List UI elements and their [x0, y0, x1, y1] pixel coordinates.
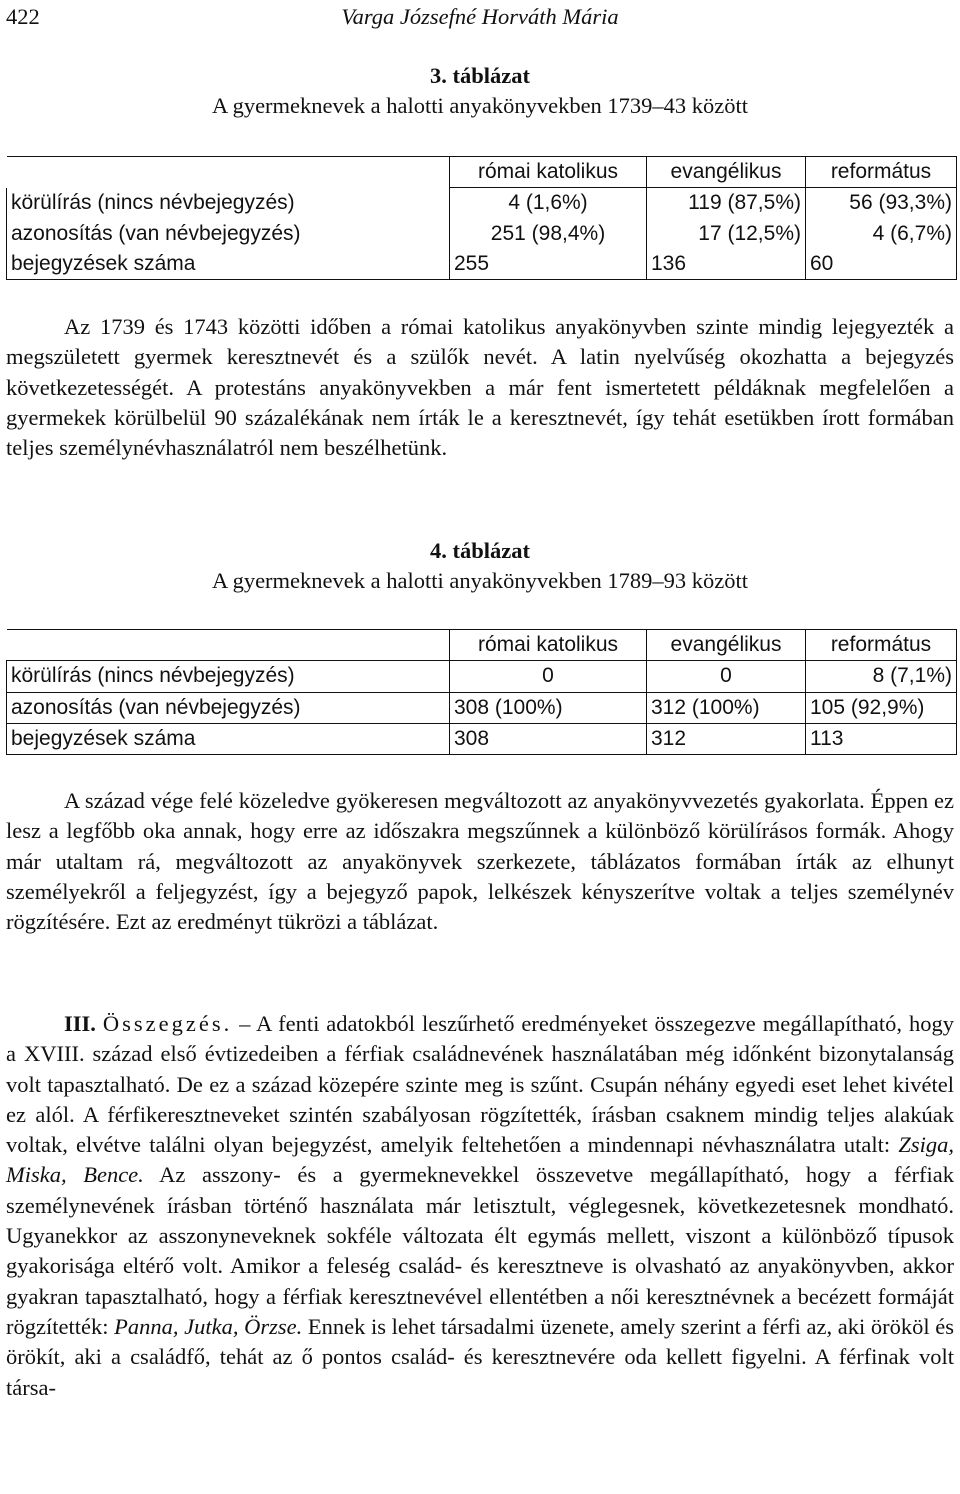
- table3-number: 3. táblázat: [430, 63, 530, 88]
- page-header: [6, 2, 954, 30]
- table4-header-row: [7, 630, 957, 661]
- table3-col-header: református: [806, 157, 957, 188]
- row-label: azonosítás (van névbejegyzés): [7, 692, 450, 723]
- table-cell: 60: [806, 249, 957, 280]
- summary-text-b: Az asszony- és a gyermeknevekkel összevetve megállapítható, hogy a férfiak személynevének írásban történő használata már letisztult, véglegesnek, következetesnek mondható. Ugyanekkor az asszonyneveknek sokféle változata élt egymás mellett, viszont a különböző típusok gyakorisága eltérő volt. Amikor a feleség család- és keresztneve is olvasható az anyakönyvben, akkor gyakran tapasztalható, hogy a férfiak keresztnevével ellentétben a női keresztnévnek a becézett formáját rögzítették:: [6, 1162, 954, 1339]
- table-cell: 308 (100%): [450, 692, 647, 723]
- table-cell: 17 (12,5%): [647, 219, 806, 249]
- table4-title: A gyermeknevek a halotti anyakönyvekben 1789–93 között: [211, 568, 749, 594]
- table-cell: 255: [450, 249, 647, 280]
- row-label: körülírás (nincs névbejegyzés): [7, 661, 450, 692]
- table-cell: 136: [647, 249, 806, 280]
- table-cell: 251 (98,4%): [450, 219, 647, 249]
- table-row: [7, 723, 957, 754]
- table-cell: 308: [450, 723, 647, 754]
- page-number: 422: [6, 4, 40, 29]
- running-head: Varga Józsefné Horváth Mária: [341, 4, 619, 29]
- table-row: [7, 188, 957, 219]
- table3-title: A gyermeknevek a halotti anyakönyvekben 1739–43 között: [211, 93, 749, 119]
- table-cell: 119 (87,5%): [647, 188, 806, 219]
- row-label: bejegyzések száma: [7, 723, 450, 754]
- row-label: bejegyzések száma: [7, 249, 450, 280]
- table4-caption: [0, 536, 960, 597]
- table3: [6, 156, 957, 280]
- table4-number: 4. táblázat: [430, 538, 530, 563]
- female-nickname-examples: Panna, Jutka, Örzse.: [114, 1313, 303, 1339]
- table4-corner-cell: [7, 630, 450, 661]
- row-label: körülírás (nincs névbejegyzés): [7, 188, 450, 219]
- table4-col-header: református: [806, 630, 957, 661]
- table3-col-header: római katolikus: [450, 157, 647, 188]
- table-cell: 105 (92,9%): [806, 692, 957, 723]
- table-row: [7, 661, 957, 692]
- table-cell: 312 (100%): [647, 692, 806, 723]
- table3-col-header: evangélikus: [647, 157, 806, 188]
- table-cell: 312: [647, 723, 806, 754]
- table-row: [7, 249, 957, 280]
- section-number: III.: [64, 1011, 96, 1036]
- paragraph-2: A század vége felé közeledve gyökeresen megváltozott az anyakönyvvezetés gyakorlata. Éppen ez lesz a legfőbb oka annak, hogy erre az időszakra megszűnnek a különböző körülírásos formák. Ahogy már utaltam rá, megváltozott az anyakönyvek szerkezete, táblázatos formában írták az elhunyt személyekről a feljegyzést, így a bejegyző papok, lelkészek kényszerítve voltak a teljes személynév rögzítésére. Ezt az eredményt tükrözi a táblázat.: [6, 788, 954, 935]
- table-cell: 8 (7,1%): [806, 661, 957, 692]
- summary-text-c: Ennek is lehet társadalmi üzenete, amely szerint a férfi az, aki örököl és örökít, aki a családfő, tehát az ő pontos család- és keresztnevére oda kellett figyelni. A férfinak volt társa-: [6, 1313, 954, 1400]
- table3-corner-cell: [7, 157, 450, 188]
- table4-col-header: evangélikus: [647, 630, 806, 661]
- table-cell: 0: [450, 661, 647, 692]
- table4-col-header: római katolikus: [450, 630, 647, 661]
- table-cell: 56 (93,3%): [806, 188, 957, 219]
- table3-caption: [0, 61, 960, 122]
- table3-header-row: [7, 157, 957, 188]
- paragraph-1: Az 1739 és 1743 közötti időben a római katolikus anyakönyvben szinte mindig lejegyezték a megszületett gyermek keresztnevét és a szülők nevét. A latin nyelvűség okozhatta a bejegyzés következetességét. A protestáns anyakönyvekben a már fent ismertetett példáknak megfelelően a gyermekek körülbelül 90 százalékának nem írták le a keresztnevét, így tehát esetükben írott formában teljes személynévhasználatról nem beszélhetünk.: [6, 314, 954, 461]
- table-row: [7, 219, 957, 249]
- male-nickname-examples: Zsiga, Miska, Bence.: [6, 1132, 954, 1188]
- table-cell: 4 (1,6%): [450, 188, 647, 219]
- table-cell: 113: [806, 723, 957, 754]
- section-title: Összegzés.: [102, 1011, 233, 1036]
- summary-text-a: – A fenti adatokból leszűrhető eredményeket összegezve megállapítható, hogy a XVIII. század első évtizedeiben a férfiak családnevének használatában még időnként bizonytalanság volt tapasztalható. De ez a század közepére szinte meg is szűnt. Csupán néhány egyedi eset lehet kivétel ez alól. A férfikeresztneveket szintén szabályosan rögzítették, írásban csaknem mindig teljes alakúak voltak, elvétve találni olyan bejegyzést, amelyik feltehetően a mindennapi névhasználatra utalt:: [6, 1011, 955, 1158]
- table-cell: 0: [647, 661, 806, 692]
- table-row: [7, 692, 957, 723]
- row-label: azonosítás (van névbejegyzés): [7, 219, 450, 249]
- paragraph-summary: [6, 1009, 954, 1403]
- table4: [6, 629, 957, 755]
- table-cell: 4 (6,7%): [806, 219, 957, 249]
